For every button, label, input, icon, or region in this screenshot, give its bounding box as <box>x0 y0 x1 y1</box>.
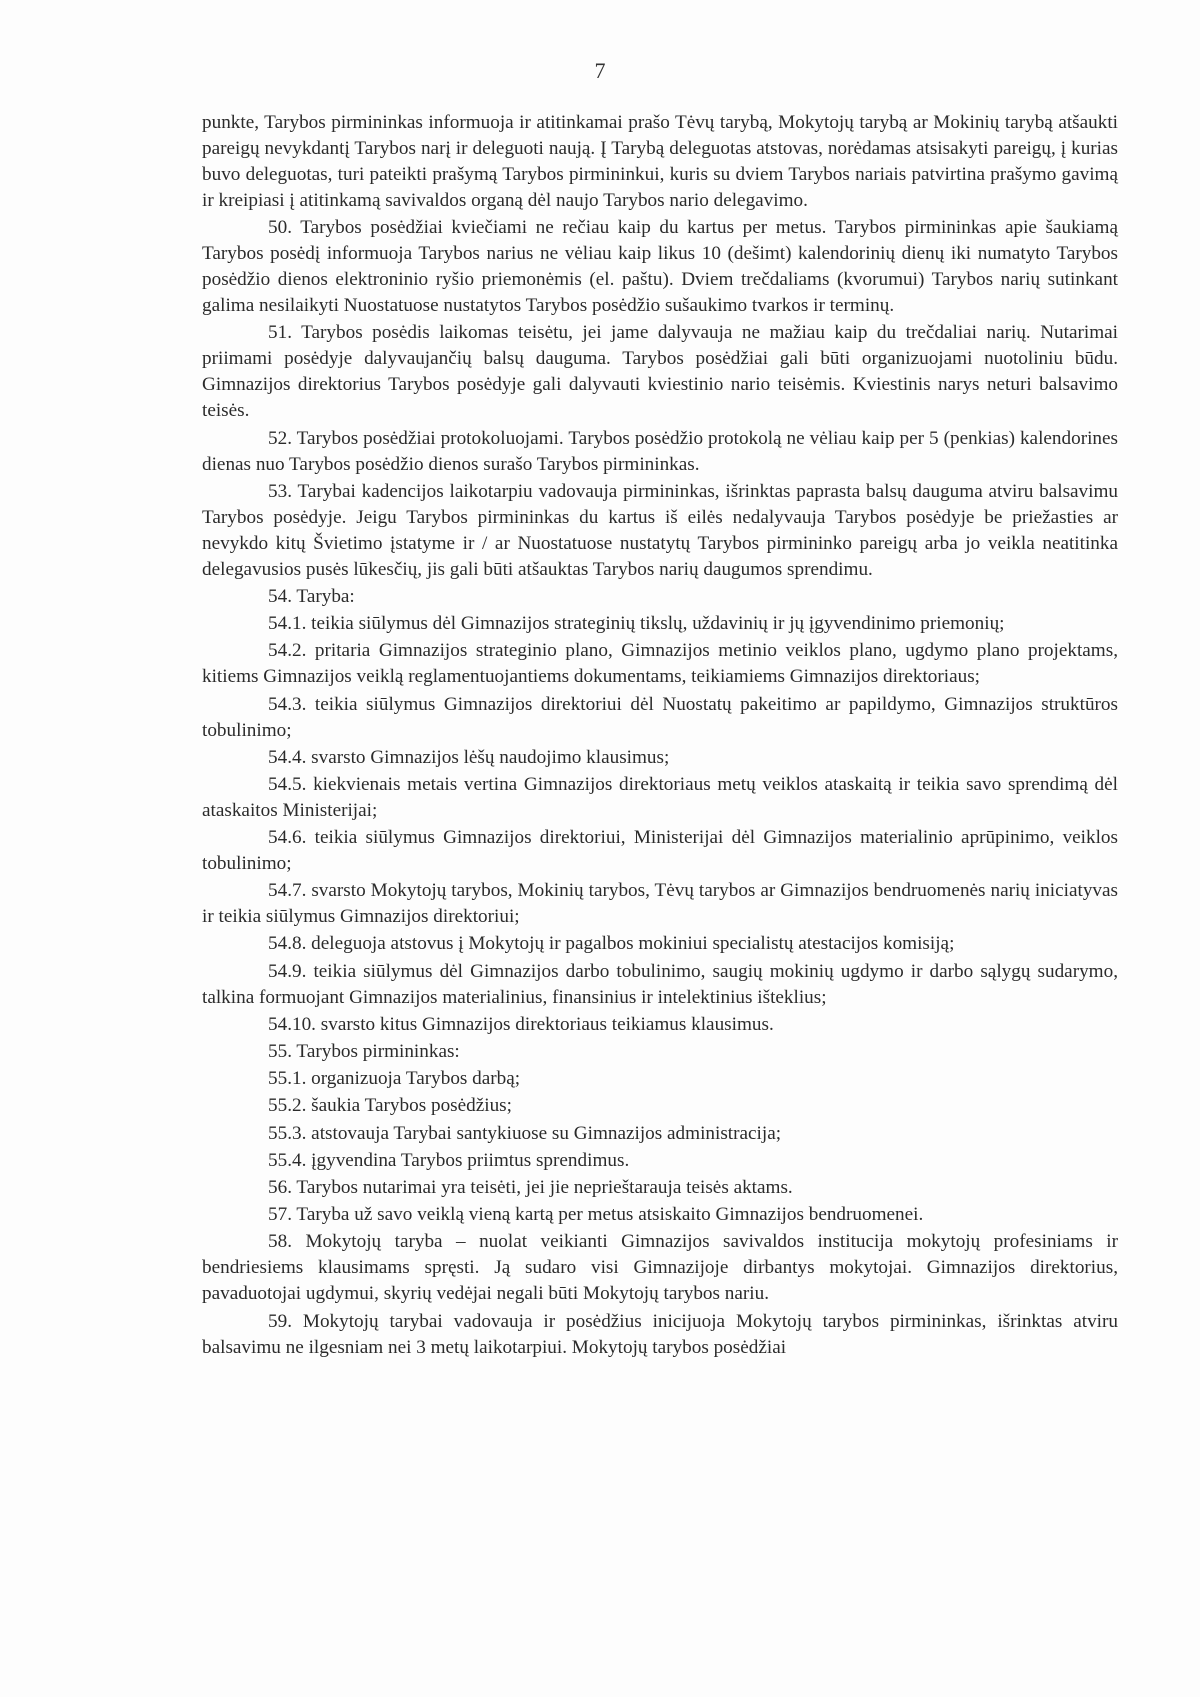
paragraph-54: 54. Taryba: <box>268 585 355 607</box>
paragraph-49-continuation: punkte, Tarybos pirmininkas informuoja ir atitinkamai prašo Tėvų tarybą, Mokytojų tarybą ar Mokinių tarybą atšaukti pareigų nevykdantį Tarybos narį ir deleguoti naują. Į Tarybą deleguotas atstovas, norėdamas atsisakyti pareigų, į kurias buvo deleguotas, turi pateikti prašymą Tarybos pirmininkui, kuris su dviem Tarybos nariais patvirtina prašymo gavimą ir kreipiasi į atitinkamą savivaldos organą dėl naujo Tarybos nario delegavimo. <box>202 112 1118 211</box>
paragraph-50: 50. Tarybos posėdžiai kviečiami ne rečiau kaip du kartus per metus. Tarybos pirmininkas apie šaukiamą Tarybos posėdį informuoja Tarybos narius ne vėliau kaip likus 10 (dešimt) kalendorinių dienų iki numatyto Tarybos posėdžio dienos elektroninio ryšio priemonėmis (el. paštu). Dviem trečdaliams (kvorumui) Tarybos narių sutinkant galima nesilaikyti Nuostatuose nustatytos Tarybos posėdžio sušaukimo tvarkos ir terminų. <box>202 217 1118 317</box>
paragraph-54-2: 54.2. pritaria Gimnazijos strateginio plano, Gimnazijos metinio veiklos plano, ugdymo plano projektams, kitiems Gimnazijos veiklą reglamentuojantiems dokumentams, teikiamiems Gimnazijos direktoriaus; <box>202 640 1118 688</box>
paragraph-51: 51. Tarybos posėdis laikomas teisėtu, jei jame dalyvauja ne mažiau kaip du trečdaliai narių. Nutarimai priimami posėdyje dalyvaujančių balsų dauguma. Tarybos posėdžiai gali būti organizuojami nuotoliniu būdu. Gimnazijos direktorius Tarybos posėdyje gali dalyvauti kviestinio nario teisėmis. Kviestinis narys neturi balsavimo teisės. <box>202 322 1118 422</box>
paragraph-59: 59. Mokytojų tarybai vadovauja ir posėdžius inicijuoja Mokytojų tarybos pirmininkas, išrinktas atviru balsavimu ne ilgesniam nei 3 metų laikotarpiui. Mokytojų tarybos posėdžiai <box>202 1310 1118 1358</box>
paragraph-55-1: 55.1. organizuoja Tarybos darbą; <box>268 1068 521 1090</box>
paragraph-55-2: 55.2. šaukia Tarybos posėdžius; <box>268 1095 512 1117</box>
paragraph-52: 52. Tarybos posėdžiai protokoluojami. Tarybos posėdžio protokolą ne vėliau kaip per 5 (penkias) kalendorines dienas nuo Tarybos posėdžio dienos surašo Tarybos pirmininkas. <box>202 427 1118 475</box>
paragraph-56: 56. Tarybos nutarimai yra teisėti, jei jie neprieštarauja teisės aktams. <box>268 1176 793 1198</box>
paragraph-54-9: 54.9. teikia siūlymus dėl Gimnazijos darbo tobulinimo, saugių mokinių ugdymo ir darbo sąlygų sudarymo, talkina formuojant Gimnazijos materialinius, finansinius ir intelektinius išteklius; <box>202 960 1118 1008</box>
paragraph-54-6: 54.6. teikia siūlymus Gimnazijos direktoriui, Ministerijai dėl Gimnazijos materialinio aprūpinimo, veiklos tobulinimo; <box>202 827 1118 875</box>
paragraph-54-7: 54.7. svarsto Mokytojų tarybos, Mokinių tarybos, Tėvų tarybos ar Gimnazijos bendruomenės narių iniciatyvas ir teikia siūlymus Gimnazijos direktoriui; <box>202 880 1118 928</box>
document-body <box>202 110 1118 1362</box>
paragraph-55: 55. Tarybos pirmininkas: <box>268 1041 460 1062</box>
paragraph-55-4: 55.4. įgyvendina Tarybos priimtus sprendimus. <box>268 1149 630 1171</box>
paragraph-58: 58. Mokytojų taryba – nuolat veikianti Gimnazijos savivaldos institucija mokytojų profesiniams ir bendriesiems klausimams spręsti. Ją sudaro visi Gimnazijoje dirbantys mokytojai. Gimnazijos direktorius, pavaduotojai ugdymui, skyrių vedėjai negali būti Mokytojų tarybos nariu. <box>202 1231 1118 1305</box>
paragraph-54-8: 54.8. deleguoja atstovus į Mokytojų ir pagalbos mokiniui specialistų atestacijos komisiją; <box>268 933 955 955</box>
paragraph-55-3: 55.3. atstovauja Tarybai santykiuose su Gimnazijos administracija; <box>268 1122 782 1144</box>
paragraph-54-4: 54.4. svarsto Gimnazijos lėšų naudojimo klausimus; <box>268 746 670 768</box>
paragraph-54-5: 54.5. kiekvienais metais vertina Gimnazijos direktoriaus metų veiklos ataskaitą ir teikia savo sprendimą dėl ataskaitos Ministerijai; <box>202 773 1118 821</box>
paragraph-54-1: 54.1. teikia siūlymus dėl Gimnazijos strateginių tikslų, uždavinių ir jų įgyvendinimo priemonių; <box>268 613 1005 635</box>
paragraph-54-10: 54.10. svarsto kitus Gimnazijos direktoriaus teikiamus klausimus. <box>268 1013 774 1035</box>
paragraph-54-3: 54.3. teikia siūlymus Gimnazijos direktoriui dėl Nuostatų pakeitimo ar papildymo, Gimnazijos struktūros tobulinimo; <box>202 693 1118 741</box>
page-number: 7 <box>594 58 606 83</box>
paragraph-57: 57. Taryba už savo veiklą vieną kartą per metus atsiskaito Gimnazijos bendruomenei. <box>268 1204 924 1226</box>
paragraph-53: 53. Tarybai kadencijos laikotarpiu vadovauja pirmininkas, išrinktas paprasta balsų dauguma atviru balsavimu Tarybos posėdyje. Jeigu Tarybos pirmininkas du kartus iš eilės nedalyvauja Tarybos posėdyje be priežasties ar nevykdo kitų Švietimo įstatyme ir / ar Nuostatuose nustatytų Tarybos pirmininko pareigų arba jo veikla neatitinka delegavusios pusės lūkesčių, jis gali būti atšauktas Tarybos narių daugumos sprendimu. <box>202 480 1118 580</box>
